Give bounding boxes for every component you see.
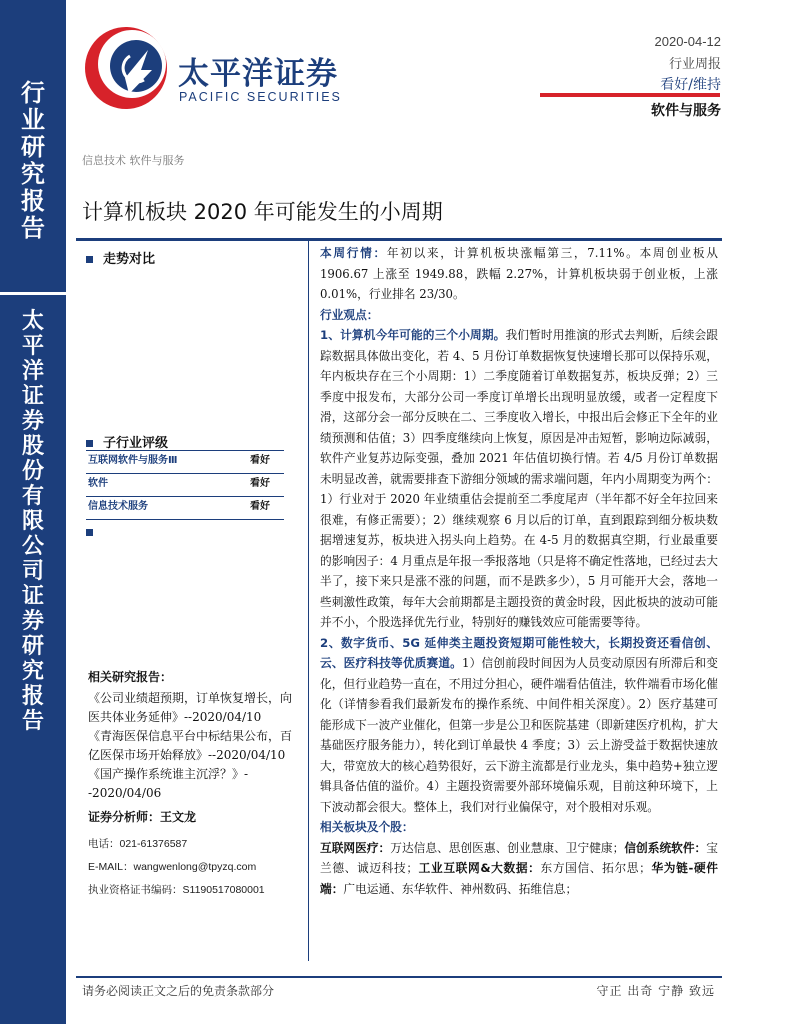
- footer-disclaimer: 请务必阅读正文之后的免责条款部分: [82, 984, 275, 998]
- analyst-cert: 执业资格证书编码：S1190517080001: [88, 884, 265, 896]
- related-report-link[interactable]: 《公司业绩超预期，订单恢复增长，向医共体业务延伸》--2020/04/10: [88, 691, 293, 724]
- point-2-text: 1）信创前段时间因为人员变动原因有所滞后和变化，但行业趋势一直在，不用过分担心，硬件端看估值洼，软件端看市场化催化（详情参看我们最新发布的操作系统、中间件相关深度）。2）医疗基建可能形成下一波产业催化，但第一步是公卫和医院基建（即新建医疗机构，扩大基础医疗服务能力），转化到订单最快 4 季度；3）云上游受益于数据快速放大，带宽放大的核心趋势很好，云下游主流都是行业龙头，集中趋势+独立逻辑具备估值的溢价。4）主题投资需要外部环境偏乐观，目前这种环境下，上下波动都会很大。整体上，我们对行业偏保守，对个股相对乐观。: [320, 656, 718, 814]
- bullet-square-icon: [86, 522, 103, 541]
- rating-row: [86, 474, 284, 497]
- main-body: [320, 243, 718, 899]
- view-heading: 行业观点：: [320, 307, 379, 322]
- rating-value: 看好: [250, 501, 270, 512]
- rating-name: 软件: [88, 478, 108, 489]
- logo-mark-icon: [78, 20, 174, 112]
- footer-rule: [76, 976, 722, 978]
- sidebar-report-type-text: 行 业 研 究 报 告: [21, 79, 45, 242]
- trend-heading: [86, 248, 155, 267]
- report-date: 2020-04-12: [654, 34, 721, 49]
- point-1-paragraph: [320, 325, 718, 633]
- report-type: 行业周报: [668, 57, 721, 72]
- header-red-rule: [540, 93, 720, 97]
- related-reports: [88, 668, 298, 803]
- stock-category: 信创系统软件：: [624, 840, 707, 855]
- rating-row: [86, 450, 284, 474]
- rating-name: 信息技术服务: [88, 501, 148, 512]
- footer-motto: 守正 出奇 宁静 致远: [596, 984, 715, 998]
- breadcrumb: 信息技术 软件与服务: [82, 154, 185, 167]
- logo-en-text: PACIFIC SECURITIES: [179, 90, 342, 104]
- related-heading: 相关研究报告：: [88, 670, 173, 684]
- stock-list: 东方国信、拓尔思；: [540, 861, 651, 875]
- stock-list: 广电运通、东华软件、神州数码、拓维信息；: [343, 881, 578, 896]
- related-report-link[interactable]: 《国产操作系统谁主沉浮？》--2020/04/06: [88, 767, 249, 800]
- weekly-market-paragraph: [320, 243, 718, 305]
- stocks-paragraph: [320, 838, 718, 900]
- point-2-heading: 2、数字货币、5G 延伸类主题投资短期可能性较大，长期投资还看信创、云、医疗科技等优质赛道。: [320, 635, 718, 670]
- related-report-link[interactable]: 《青海医保信息平台中标结果公布，百亿医保市场开始释放》--2020/04/10: [88, 729, 293, 762]
- point-2-paragraph: [320, 633, 718, 818]
- bullet-square-icon: [86, 256, 93, 263]
- stock-category: 互联网医疗：: [320, 840, 391, 855]
- sub-rating-heading: [86, 432, 168, 451]
- left-column: [76, 241, 309, 961]
- rating-row: [86, 497, 284, 520]
- rating-name: 互联网软件与服务Ⅲ: [88, 455, 178, 466]
- stock-category: 工业互联网&大数据：: [418, 861, 541, 875]
- sidebar-company-text: 太 平 洋 证 券 股 份 有 限 公 司 证 券 研 究 报 告: [21, 309, 44, 734]
- point-1-text: 我们暂时用推演的形式去判断，后续会跟踪数据具体做出变化，若 4、5 月份订单数据恢复快速增长那可以保持乐观，年内板块存在三个小周期：1）二季度随着订单数据复苏，板块反弹；2）三季度中报发布，大部分公司一季度订单增长出现明显放缓，或者一定程度下滑，这部分会一部分反映在二、三季度收入增长，中报出后会修正下全年的业绩预测和估值；3）四季度继续向上恢复，原因是冲击短暂，影响边际减弱，软件产业复苏边际变强，叠加 2021 年估值切换行情。若 4/5 月份订单数据未明显改善，就需要排查下游细分领域的需求端问题，年内小周期变为两个：1）行业对于 2020 年业绩重估会提前至二季度尾声（半年都不好全年拉回来很难，有修正需要）；2）继续观察 6 月以后的订单，直到跟踪到细分板块数据增速复苏，板块进入拐头向上趋势。在 4-5 月的数据真空期，行业最重要的影响因子：4 月重点是年报一季报落地（只是将不确定性落地，已经过去大半了，接下来只是涨不涨的问题，而不是跌多少），5 月可能开大会，落地一些刺激性政策，每年大会前期都是主题投资的黄金时段，因此板块的波动可能并不小，个股选择优先行业，特别好的赚钱效应可能需要等待。: [320, 328, 718, 629]
- bullet-square-icon: [86, 440, 93, 447]
- sector-label: 软件与服务: [651, 103, 721, 119]
- weekly-label: 本周行情：: [320, 246, 387, 260]
- point-1-heading: 1、计算机今年可能的三个小周期。: [320, 328, 506, 342]
- analyst-email[interactable]: E-MAIL：wangwenlong@tpyzq.com: [88, 861, 257, 873]
- rating-badge: 看好/维持: [660, 77, 721, 93]
- weekly-text: 年初以来，计算机板块涨幅第三，7.11%。本周创业板从1906.67 上涨至 1949.88，跌幅 2.27%，计算机板块弱于创业板，上涨 0.01%，行业排名 23/30。: [320, 246, 718, 301]
- analyst-name: 证券分析师：王文龙: [88, 810, 197, 824]
- sub-industry-rating-table: [86, 450, 284, 520]
- sidebar-band: [0, 0, 66, 1024]
- stocks-heading: 相关板块及个股：: [320, 820, 414, 834]
- rating-value: 看好: [250, 455, 270, 466]
- page-title: 计算机板块 2020 年可能发生的小周期: [82, 200, 443, 224]
- stock-list: 万达信息、思创医惠、创业慧康、卫宁健康；: [390, 840, 625, 855]
- stock-category: 华为链-硬件端：: [320, 861, 718, 896]
- sidebar-divider: [0, 292, 66, 295]
- analyst-phone: 电话：021-61376587: [88, 838, 188, 850]
- stock-list: 宝兰德、诚迈科技；: [320, 840, 718, 875]
- rating-value: 看好: [250, 478, 270, 489]
- company-logo: [78, 20, 348, 112]
- logo-cn-text: 太平洋证券: [178, 56, 338, 92]
- sub-rating-heading-text: 子行业评级: [103, 436, 169, 451]
- trend-heading-text: 走势对比: [103, 252, 156, 267]
